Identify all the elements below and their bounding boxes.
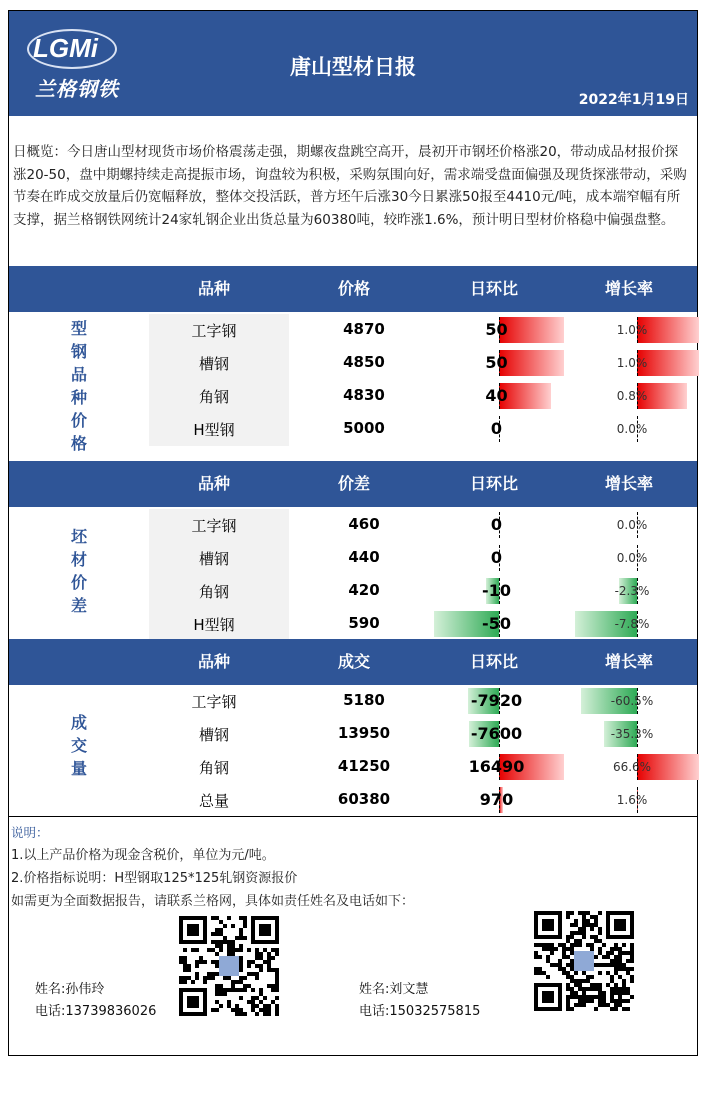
table-row — [9, 347, 697, 379]
row-value: 5000 — [343, 419, 385, 437]
section-label-char: 品 — [70, 365, 87, 384]
row-change-cell — [429, 416, 564, 442]
section-label-char: 坯 — [70, 527, 87, 546]
row-rate-cell — [565, 350, 699, 376]
zero-axis — [499, 754, 500, 780]
row-variety: 角钢 — [198, 759, 229, 777]
row-change: -50 — [482, 614, 511, 633]
contact-2-name: 姓名:刘文慧 — [359, 982, 429, 997]
table-row — [9, 380, 697, 412]
row-variety: 工字钢 — [191, 517, 237, 535]
zero-axis — [637, 578, 638, 604]
row-rate-cell — [565, 578, 699, 604]
row-variety: 总量 — [198, 792, 229, 810]
zero-axis — [637, 416, 638, 442]
row-value: 5180 — [343, 691, 385, 709]
row-change: 970 — [479, 790, 514, 809]
row-variety: H型钢 — [193, 616, 235, 634]
zero-axis — [499, 721, 500, 747]
row-value: 4830 — [343, 386, 385, 404]
table2-header-rate: 增长率 — [604, 474, 653, 493]
row-rate-cell — [565, 416, 699, 442]
row-rate-cell — [565, 383, 699, 409]
row-variety: 工字钢 — [191, 693, 237, 711]
row-value: 4870 — [343, 320, 385, 338]
zero-axis — [637, 545, 638, 571]
zero-axis — [499, 317, 500, 343]
row-rate-cell — [565, 721, 699, 747]
table2-section-label — [59, 525, 99, 617]
row-rate-cell — [565, 688, 699, 714]
row-change: 50 — [485, 320, 508, 339]
zero-axis — [637, 383, 638, 409]
table2-header-variety: 品种 — [197, 474, 230, 493]
row-change: -7920 — [470, 691, 523, 710]
row-variety: 槽钢 — [198, 355, 229, 373]
row-change: 40 — [485, 386, 508, 405]
table3-header-volume: 成交 — [337, 652, 370, 671]
row-change: 16490 — [468, 757, 525, 776]
table1-header — [9, 266, 697, 312]
row-change-cell — [429, 350, 564, 376]
row-rate: -2.3% — [614, 584, 650, 598]
table3-header-change: 日环比 — [469, 652, 518, 671]
zero-axis — [499, 512, 500, 538]
table-row — [9, 509, 697, 541]
row-change-cell — [429, 787, 564, 813]
notes-block — [11, 821, 691, 913]
row-change: 0 — [490, 548, 503, 567]
row-rate: -35.3% — [610, 727, 654, 741]
table-row — [9, 751, 697, 783]
zero-axis — [637, 721, 638, 747]
row-value: 440 — [348, 548, 380, 566]
row-change-cell — [429, 688, 564, 714]
row-rate: 0.8% — [616, 389, 648, 403]
row-change: 0 — [490, 515, 503, 534]
row-change: -7600 — [470, 724, 523, 743]
logo-text: LGMi — [33, 33, 98, 63]
table3-header — [9, 639, 697, 685]
table1-header-change: 日环比 — [469, 279, 518, 298]
row-change-cell — [429, 545, 564, 571]
section-label-char: 格 — [70, 434, 87, 453]
zero-axis — [637, 512, 638, 538]
table-row — [9, 575, 697, 607]
row-change-cell — [429, 611, 564, 637]
notes-line-2: 2.价格指标说明：H型钢取125*125轧钢资源报价 — [11, 871, 298, 886]
section-label-char: 价 — [70, 573, 87, 592]
logo-cn-text: 兰格钢铁 — [35, 77, 119, 101]
report-frame — [8, 10, 698, 1056]
row-value: 460 — [348, 515, 380, 533]
zero-axis — [637, 754, 638, 780]
row-rate: 1.0% — [616, 323, 648, 337]
notes-line-1: 1.以上产品价格为现金含税价，单位为元/吨。 — [11, 848, 275, 863]
table2-header — [9, 461, 697, 507]
zero-axis — [637, 350, 638, 376]
row-variety: 角钢 — [198, 583, 229, 601]
notes-divider — [9, 816, 697, 817]
row-rate: -7.8% — [614, 617, 650, 631]
row-change-cell — [429, 383, 564, 409]
row-change-cell — [429, 754, 564, 780]
zero-axis — [499, 787, 500, 813]
report-header — [9, 11, 697, 116]
contact-2-phone: 电话:15032575815 — [359, 1004, 481, 1019]
row-variety: 槽钢 — [198, 550, 229, 568]
zero-axis — [499, 578, 500, 604]
contact-1-name: 姓名:孙伟玲 — [35, 982, 105, 997]
row-rate: 1.6% — [616, 793, 648, 807]
section-label-char: 价 — [70, 411, 87, 430]
notes-title: 说明： — [11, 825, 49, 840]
row-change-cell — [429, 578, 564, 604]
section-label-char: 成 — [70, 713, 87, 732]
zero-axis — [637, 611, 638, 637]
section-label-char: 型 — [70, 319, 87, 338]
row-variety: H型钢 — [193, 421, 235, 439]
row-change: -10 — [482, 581, 511, 600]
row-rate-cell — [565, 545, 699, 571]
row-variety: 角钢 — [198, 388, 229, 406]
qr-code-icon — [179, 916, 279, 1016]
row-value: 41250 — [337, 757, 391, 775]
row-rate-cell — [565, 611, 699, 637]
table2-header-spread: 价差 — [337, 474, 370, 493]
section-label-char: 钢 — [70, 342, 87, 361]
row-variety: 槽钢 — [198, 726, 229, 744]
table1-header-price: 价格 — [337, 279, 370, 298]
row-rate-cell — [565, 317, 699, 343]
zero-axis — [499, 688, 500, 714]
row-variety: 工字钢 — [191, 322, 237, 340]
table-row — [9, 314, 697, 346]
row-rate-cell — [565, 754, 699, 780]
table3-section-label — [59, 711, 99, 780]
row-change-cell — [429, 721, 564, 747]
row-rate: 1.0% — [616, 356, 648, 370]
zero-axis — [637, 317, 638, 343]
row-rate: 66.6% — [612, 760, 652, 774]
qr-code-icon — [534, 911, 634, 1011]
zero-axis — [637, 688, 638, 714]
report-title: 唐山型材日报 — [290, 55, 416, 79]
row-value: 60380 — [337, 790, 391, 808]
daily-overview: 日概览：今日唐山型材现货市场价格震荡走强，期螺夜盘跳空高开，晨初开市钢坯价格涨20，带动成品材报价探涨20-50，盘中期螺持续走高提振市场，询盘较为积极，采购氛围向好，需求端受盘面偏强及现货探涨带动，采购节奏在昨成交放量后仍宽幅释放，整体交投活跃，普方坯午后涨30今日累涨50报至4410元/吨，成本端窄幅有所支撑，据兰格钢铁网统计24家轧钢企业出货总量为60380吨，较昨涨1.6%，预计明日型材价格稳中偏强盘整。 — [13, 144, 687, 228]
contact-1 — [35, 979, 156, 1023]
section-label-char: 种 — [70, 388, 87, 407]
section-label-char: 量 — [70, 759, 87, 778]
contact-1-phone: 电话:13739836026 — [35, 1004, 157, 1019]
row-change-cell — [429, 512, 564, 538]
table-row — [9, 608, 697, 640]
row-rate: 0.0% — [616, 422, 648, 436]
table-row — [9, 413, 697, 445]
table3-header-rate: 增长率 — [604, 652, 653, 671]
zero-axis — [637, 787, 638, 813]
table-row — [9, 685, 697, 717]
row-rate: 0.0% — [616, 518, 648, 532]
row-change: 0 — [490, 419, 503, 438]
notes-line-3: 如需更为全面数据报告，请联系兰格网，具体如责任姓名及电话如下： — [11, 894, 415, 909]
row-rate: -60.5% — [610, 694, 654, 708]
table-row — [9, 542, 697, 574]
table1-header-rate: 增长率 — [604, 279, 653, 298]
table-row — [9, 784, 697, 816]
table1-section-label — [59, 317, 99, 455]
table2-header-change: 日环比 — [469, 474, 518, 493]
row-rate: 0.0% — [616, 551, 648, 565]
row-change: 50 — [485, 353, 508, 372]
row-change-cell — [429, 317, 564, 343]
row-value: 420 — [348, 581, 380, 599]
section-label-char: 交 — [70, 736, 87, 755]
contact-2 — [359, 979, 480, 1023]
section-label-char: 材 — [70, 550, 87, 569]
zero-axis — [499, 383, 500, 409]
table3-header-variety: 品种 — [197, 652, 230, 671]
row-rate-cell — [565, 787, 699, 813]
row-value: 4850 — [343, 353, 385, 371]
report-date: 2022年1月19日 — [578, 92, 689, 108]
section-label-char: 差 — [70, 596, 87, 615]
zero-axis — [499, 611, 500, 637]
row-rate-cell — [565, 512, 699, 538]
zero-axis — [499, 545, 500, 571]
table1-header-variety: 品种 — [197, 279, 230, 298]
zero-axis — [499, 350, 500, 376]
table-row — [9, 718, 697, 750]
row-value: 590 — [348, 614, 380, 632]
row-value: 13950 — [337, 724, 391, 742]
zero-axis — [499, 416, 500, 442]
